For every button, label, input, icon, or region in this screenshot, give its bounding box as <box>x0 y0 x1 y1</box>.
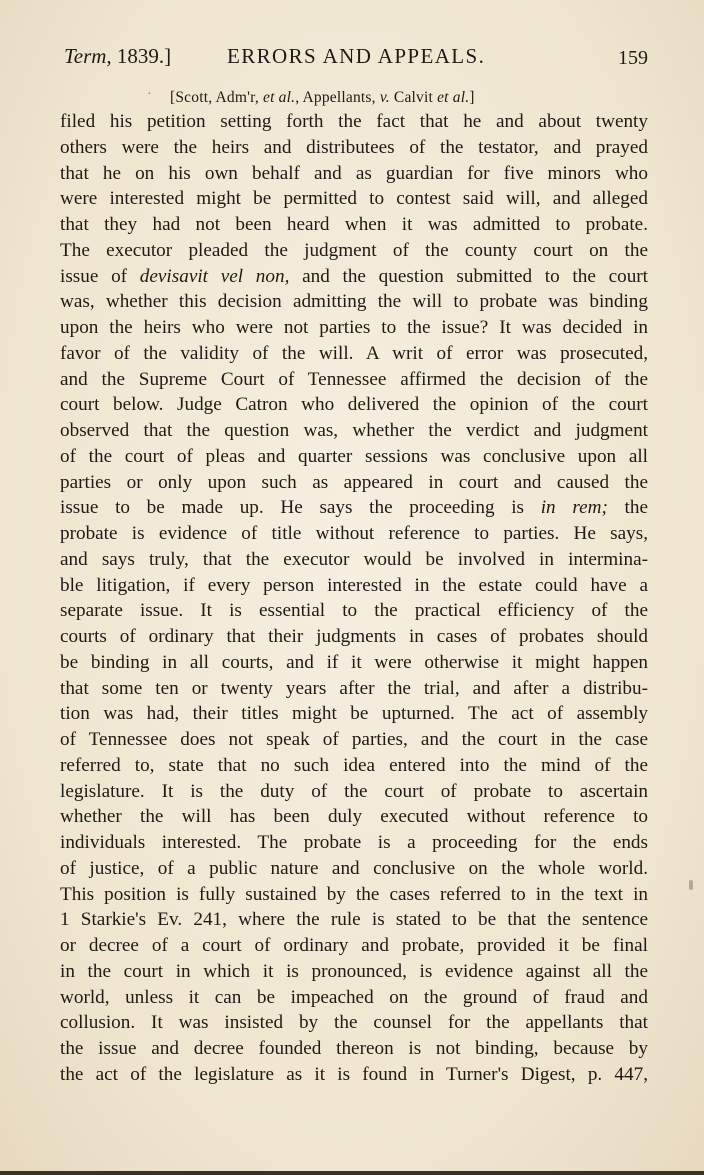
text-line: and says truly, that the executor would be involved in intermina- <box>60 548 648 570</box>
text-line: probate is evidence of title without reference to parties. He says, <box>60 523 648 544</box>
text-line: individuals interested. The probate is a proceeding for the ends <box>60 832 648 853</box>
text-line: the issue and decree founded thereon is not binding, because by <box>60 1038 648 1059</box>
text-line: issue to be made up. He says the proceeding is in rem; the <box>60 497 648 519</box>
case-title: [Scott, Adm'r, et al., Appellants, v. Calvit et al.] <box>170 89 475 106</box>
text-line: collusion. It was insisted by the counsel for the appellants that <box>60 1012 648 1034</box>
text-line: The executor pleaded the judgment of the county court on the <box>60 239 648 261</box>
text-line: others were the heirs and distributees of the testator, and prayed <box>60 136 648 158</box>
text-line: or decree of a court of ordinary and probate, provided it be final <box>60 935 648 956</box>
text-line: in the court in which it is pronounced, is evidence against all the <box>60 960 648 982</box>
text-line: legislature. It is the duty of the court of probate to ascertain <box>60 780 648 802</box>
text-line: This position is fully sustained by the cases referred to in the text in <box>60 883 648 905</box>
page-number: 159 <box>618 47 648 69</box>
text-line: favor of the validity of the will. A writ of error was prosecuted, <box>60 342 648 364</box>
text-line: court below. Judge Catron who delivered the opinion of the court <box>60 394 648 416</box>
bottom-edge <box>0 1171 704 1175</box>
body-text <box>60 109 648 1088</box>
term-label: Term, 1839.] <box>64 44 172 68</box>
text-line: that they had not been heard when it was admitted to probate. <box>60 214 648 235</box>
margin-mark <box>689 880 693 890</box>
text-line: tion was had, their titles might be upturned. The act of assembly <box>60 703 648 725</box>
text-line: was, whether this decision admitting the will to probate was binding <box>60 291 648 313</box>
text-line: of justice, of a public nature and conclusive on the whole world. <box>60 857 648 879</box>
text-line: courts of ordinary that their judgments in cases of probates should <box>60 626 648 647</box>
latin-phrase: devisavit vel non, <box>139 265 290 287</box>
text-line: and the Supreme Court of Tennessee affirmed the decision of the <box>60 368 648 390</box>
text-line: the act of the legislature as it is found in Turner's Digest, p. 447, <box>60 1063 648 1085</box>
text-line: 1 Starkie's Ev. 241, where the rule is stated to be that the sentence <box>60 909 648 931</box>
text-line: whether the will has been duly executed without reference to <box>60 806 648 828</box>
text-line: that he on his own behalf and as guardian for five minors who <box>60 162 648 184</box>
case-mark: · <box>147 87 152 102</box>
text-line: parties or only upon such as appeared in court and caused the <box>60 471 648 493</box>
text-line: of Tennessee does not speak of parties, and the court in the case <box>60 729 648 750</box>
section-title: ERRORS AND APPEALS. <box>227 44 486 68</box>
text-line: that some ten or twenty years after the trial, and after a distribu- <box>60 677 648 699</box>
running-head <box>64 44 648 74</box>
text-line: issue of devisavit vel non, and the question submitted to the court <box>60 265 648 287</box>
text-line: be binding in all courts, and if it were otherwise it might happen <box>60 651 648 673</box>
text-line: filed his petition setting forth the fact that he and about twenty <box>60 111 648 132</box>
text-line: ble litigation, if every person interested in the estate could have a <box>60 574 648 596</box>
text-line: separate issue. It is essential to the practical efficiency of the <box>60 600 648 622</box>
text-line: observed that the question was, whether the verdict and judgment <box>60 420 648 441</box>
text-line: referred to, state that no such idea entered into the mind of the <box>60 754 648 776</box>
latin-phrase: in rem; <box>540 497 608 519</box>
text-line: upon the heirs who were not parties to the issue? It was decided in <box>60 317 648 338</box>
text-line: world, unless it can be impeached on the ground of fraud and <box>60 986 648 1008</box>
text-line: of the court of pleas and quarter sessions was conclusive upon all <box>60 445 648 467</box>
text-line: were interested might be permitted to contest said will, and alleged <box>60 188 648 210</box>
